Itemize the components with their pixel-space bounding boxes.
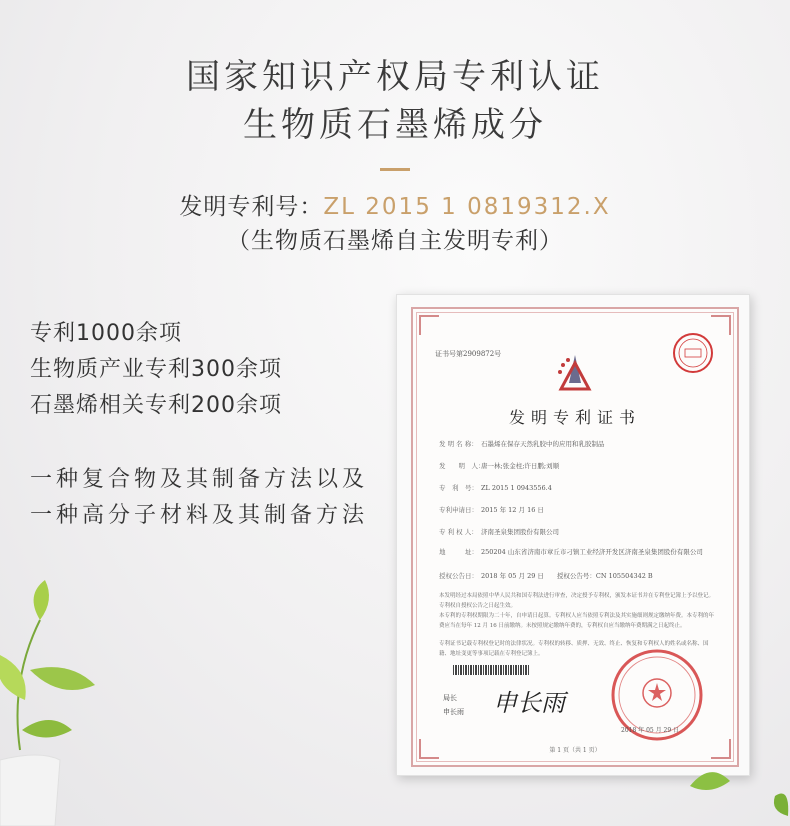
signature-title: 局长 xyxy=(443,694,457,702)
seal-date: 2018 年 05 月 29 日 xyxy=(621,727,680,734)
patent-number-line xyxy=(0,188,790,221)
patent-description: 一种复合物及其制备方法以及一种高分子材料及其制备方法 xyxy=(30,467,369,528)
certificate-frame xyxy=(396,294,750,776)
cert-field: 发 明 人：唐一林;张金柱;许日鹏;刘顺 xyxy=(439,462,560,470)
corner-ornament xyxy=(419,315,439,335)
cert-paragraph: 本专利的专利权期限为二十年，自申请日起算。专利权人应当依照专利法及其实施细则规定缴纳年费。本专利的年费应当在每年 12 月 16 日前缴纳。未按照规定缴纳年费的，专利权自应当缴纳年费期满之日起终止。 xyxy=(439,613,715,629)
leaf-icon xyxy=(680,756,790,826)
stat-item: 石墨烯相关专利200余项 xyxy=(30,393,282,418)
certificate-number: 证书号第2909872号 xyxy=(435,350,502,358)
page-title-line1: 国家知识产权局专利认证 xyxy=(186,57,604,97)
stats-list xyxy=(30,316,282,424)
cert-field: 专 利 号： ZL 2015 1 0943556.4 xyxy=(439,484,552,492)
signature-name: 申长雨 xyxy=(443,708,464,716)
cert-field: 专 利 权 人： 济南圣泉集团股份有限公司 xyxy=(439,528,559,536)
certificate-title: 发明专利证书 xyxy=(508,408,641,427)
stat-item: 生物质产业专利300余项 xyxy=(30,357,282,382)
patent-number: ZL 2015 1 0819312.X xyxy=(323,194,611,220)
cert-field: 发 明 名 称： 石墨烯在保存天然乳胶中的应用和乳胶制品 xyxy=(439,440,605,448)
cert-paragraph: 本发明经过本局依照中华人民共和国专利法进行审查，决定授予专利权，颁发本证书并在专利登记簿上予以登记。专利权自授权公告之日起生效。 xyxy=(439,593,715,609)
cert-field: 地 址： 250204 山东省济南市章丘市刁镇工业经济开发区济南圣泉集团股份有限公司 xyxy=(439,548,703,556)
title-divider xyxy=(380,168,410,171)
handwritten-signature: 申长雨 xyxy=(493,689,565,717)
cert-field: 授权公告日： 2018 年 05 月 29 日 授权公告号：CN 105504342 B xyxy=(439,572,653,580)
patent-office-logo-icon xyxy=(555,353,595,397)
cert-paragraph: 专利证书记载专利权登记时的法律状况。专利权的转移、质押、无效、终止、恢复和专利权人的姓名或名称、国籍、地址变更等事项记载在专利登记簿上。 xyxy=(439,641,709,657)
stat-item: 专利1000余项 xyxy=(30,321,182,346)
patent-label: 发明专利号： xyxy=(179,194,324,220)
cert-field: 专利申请日： 2015 年 12 月 16 日 xyxy=(439,506,544,514)
certificate-paper xyxy=(411,307,739,767)
barcode xyxy=(453,665,529,675)
stamp-icon xyxy=(671,331,715,375)
certificate-footer: 第 1 页（共 1 页） xyxy=(549,747,601,754)
patent-subtitle: （生物质石墨烯自主发明专利） xyxy=(227,228,563,254)
page-title-line2: 生物质石墨烯成分 xyxy=(243,105,547,145)
potted-plant-icon xyxy=(0,560,130,826)
